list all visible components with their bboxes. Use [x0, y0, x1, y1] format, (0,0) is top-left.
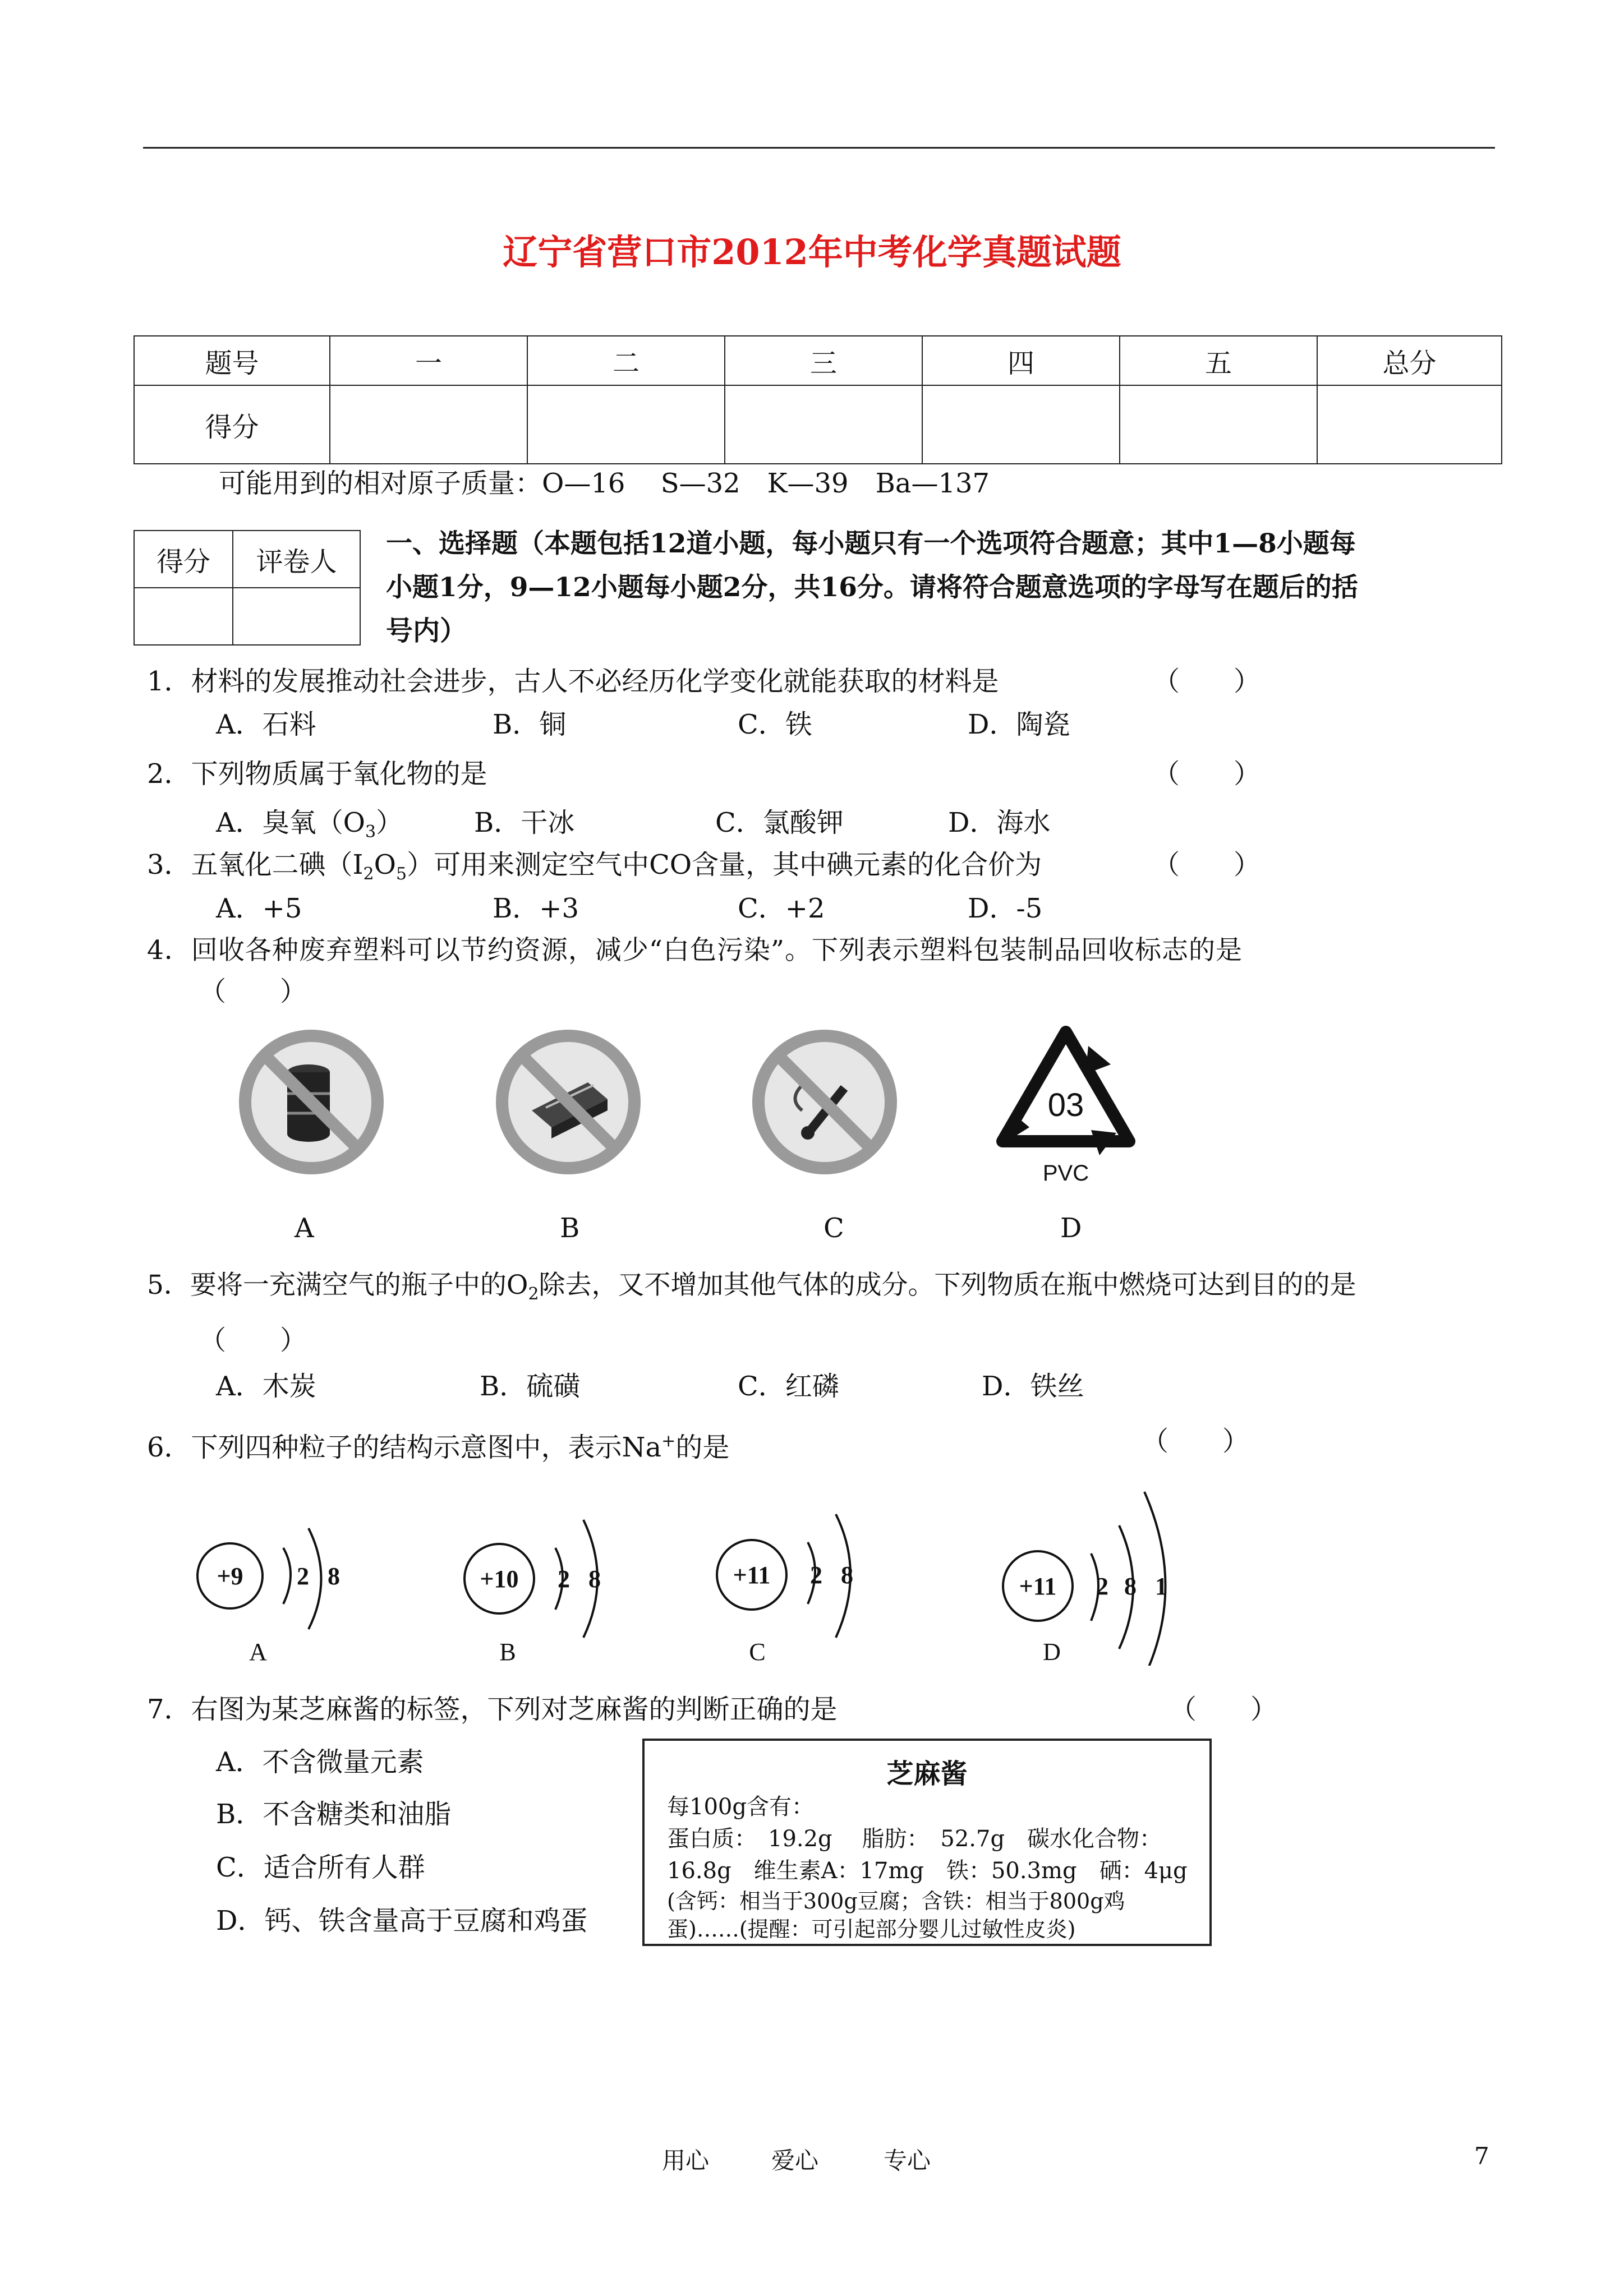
q3-stem-post: ）可用来测定空气中CO含量，其中碘元素的化合价为 [407, 849, 1042, 880]
atom-a-shell2: 8 [328, 1562, 340, 1590]
atomic-mass-note: 可能用到的相对原子质量：O—16 S—32 K—39 Ba—137 [219, 468, 990, 499]
score-header-cell: 题号 [134, 336, 330, 385]
footer-word-1: 用心 [662, 2147, 710, 2174]
q7-stem: 7．右图为某芝麻酱的标签，下列对芝麻酱的判断正确的是 [147, 1694, 838, 1725]
q3-sub2: 5 [395, 864, 407, 884]
label-line1: 每100g含有： [667, 1794, 814, 1820]
no-oil-drum-icon [236, 1026, 387, 1178]
q3-option-b: B．+3 [493, 893, 579, 924]
q2-answer-paren[interactable]: （ ） [1153, 758, 1261, 790]
q4-label-c: C [823, 1212, 844, 1244]
q1-option-d: D．陶瓷 [968, 709, 1070, 740]
footer-word-2: 爱心 [771, 2147, 819, 2174]
score-input-cell[interactable] [527, 385, 725, 464]
q5-option-c: C．红磷 [738, 1371, 839, 1402]
atom-c-nucleus: +11 [733, 1561, 771, 1589]
q7-option-a: A．不含微量元素 [216, 1746, 424, 1778]
atom-a-shell1: 2 [297, 1562, 309, 1590]
atomic-structure-diagrams [191, 1481, 1313, 1666]
recycle-pvc-text: PVC [1042, 1161, 1089, 1186]
atom-c-shell2: 8 [841, 1561, 853, 1589]
q3-stem-pre: 3．五氧化二碘（I [147, 849, 364, 880]
q6-sup: + [661, 1431, 676, 1451]
q7-answer-paren[interactable]: （ ） [1170, 1694, 1278, 1725]
score-header-cell: 五 [1120, 336, 1317, 385]
atom-b-nucleus: +10 [480, 1565, 519, 1593]
q3-option-d: D．-5 [968, 893, 1043, 924]
q5-option-a: A．木炭 [216, 1371, 316, 1402]
section1-line3: 号内） [386, 615, 467, 647]
score-input-cell[interactable] [1120, 385, 1317, 464]
label-line3: 16.8g 维生素A：17mg 铁：50.3mg 硒：4μg [667, 1858, 1188, 1884]
q2-option-a [216, 806, 403, 849]
q4-label-b: B [560, 1212, 580, 1244]
q1-answer-paren[interactable]: （ ） [1153, 666, 1261, 697]
grader-score-cell[interactable] [134, 588, 233, 645]
atom-b-shell2: 8 [588, 1565, 601, 1593]
q5-option-d: D．铁丝 [982, 1371, 1084, 1402]
q5-sub: 2 [528, 1284, 539, 1304]
recycle-pvc-icon [990, 1021, 1142, 1189]
sesame-paste-label [642, 1739, 1212, 1946]
q1-option-a: A．石料 [216, 709, 316, 740]
score-input-cell[interactable] [725, 385, 922, 464]
score-header-cell: 四 [922, 336, 1120, 385]
q4-label-d: D [1060, 1212, 1082, 1244]
section1-line2: 小题1分，9—12小题每小题2分，共16分。请将符合题意选项的字母写在题后的括 [386, 572, 1358, 603]
q6-stem-post: 的是 [675, 1432, 730, 1463]
q2-option-d: D．海水 [948, 807, 1051, 838]
q5-answer-paren[interactable]: （ ） [199, 1325, 307, 1356]
q7-option-c: C．适合所有人群 [216, 1852, 425, 1883]
score-header-cell: 二 [527, 336, 725, 385]
q1-option-c: C．铁 [738, 709, 812, 740]
no-smoking-icon [749, 1026, 900, 1178]
q5-stem-post: 除去，又不增加其他气体的成分。下列物质在瓶中燃烧可达到目的的是 [539, 1270, 1356, 1301]
top-rule [143, 147, 1495, 149]
atom-diagram-a [197, 1528, 340, 1666]
score-input-cell[interactable] [922, 385, 1120, 464]
atom-diagram-b [464, 1520, 601, 1666]
q6-stem [147, 1424, 729, 1464]
q3-option-c: C．+2 [738, 893, 825, 924]
q2-option-a-pre: A．臭氧（O [216, 807, 366, 838]
recycle-number: 03 [1047, 1087, 1084, 1123]
q1-option-b: B．铜 [493, 709, 567, 740]
q5-stem [147, 1269, 1356, 1311]
atom-a-nucleus: +9 [217, 1562, 243, 1590]
atom-c-shell1: 2 [810, 1561, 822, 1589]
q2-stem: 2．下列物质属于氧化物的是 [147, 758, 487, 790]
q4-answer-paren[interactable]: （ ） [199, 976, 307, 1007]
atom-d-shell3: 1 [1155, 1573, 1167, 1600]
q5-option-b: B．硫磺 [480, 1371, 581, 1402]
score-header-cell: 三 [725, 336, 922, 385]
q6-stem-pre: 6．下列四种粒子的结构示意图中，表示Na [147, 1432, 662, 1463]
q3-mid: O [374, 849, 396, 880]
q4-stem: 4．回收各种废弃塑料可以节约资源，减少“白色污染”。下列表示塑料包装制品回收标志的是 [147, 935, 1243, 966]
grader-name-cell[interactable] [233, 588, 360, 645]
q2-option-c: C．氯酸钾 [715, 807, 844, 838]
label-line4: (含钙：相当于300g豆腐；含铁：相当于800g鸡 [667, 1889, 1125, 1914]
q7-option-d: D．钙、铁含量高于豆腐和鸡蛋 [216, 1905, 588, 1937]
score-input-cell[interactable] [330, 385, 527, 464]
q1-stem: 1．材料的发展推动社会进步，古人不必经历化学变化就能获取的材料是 [147, 666, 999, 697]
q5-stem-pre: 5．要将一充满空气的瓶子中的O [147, 1270, 528, 1301]
label-title: 芝麻酱 [886, 1758, 968, 1790]
grader-name-label: 评卷人 [233, 531, 360, 588]
q2-option-a-post: ） [376, 807, 403, 838]
q3-answer-paren[interactable]: （ ） [1153, 849, 1261, 880]
atom-diagram-c [717, 1514, 853, 1666]
q2-option-b: B．干冰 [474, 807, 575, 838]
atom-b-label: B [499, 1638, 516, 1666]
grader-table [134, 530, 361, 646]
score-header-cell: 一 [330, 336, 527, 385]
footer-word-3: 专心 [884, 2147, 931, 2174]
section1-line1: 一、选择题（本题包括12道小题，每小题只有一个选项符合题意；其中1—8小题每 [386, 528, 1356, 559]
score-input-cell[interactable] [1317, 385, 1502, 464]
q7-option-b: B．不含糖类和油脂 [216, 1799, 452, 1830]
q6-answer-paren[interactable]: （ ） [1142, 1426, 1250, 1457]
score-header-cell: 总分 [1317, 336, 1502, 385]
q3-option-a: A．+5 [216, 893, 302, 924]
atom-d-label: D [1043, 1638, 1061, 1666]
atom-b-shell1: 2 [558, 1565, 570, 1593]
label-line5: 蛋)……(提醒：可引起部分婴儿过敏性皮炎) [667, 1917, 1076, 1942]
score-table [134, 335, 1502, 464]
atom-a-label: A [249, 1638, 267, 1666]
page-title: 辽宁省营口市2012年中考化学真题试题 [503, 232, 1121, 273]
atom-d-shell2: 8 [1124, 1573, 1137, 1600]
q2-option-a-sub: 3 [365, 822, 376, 842]
atom-diagram-d [1003, 1492, 1167, 1666]
atom-d-shell1: 2 [1096, 1573, 1108, 1600]
atom-c-label: C [749, 1638, 766, 1666]
q3-sub1: 2 [363, 864, 374, 884]
label-line2: 蛋白质： 19.2g 脂肪： 52.7g 碳水化合物： [667, 1826, 1162, 1852]
grader-score-label: 得分 [134, 531, 233, 588]
q3-stem [147, 848, 1042, 891]
page-number: 7 [1474, 2142, 1489, 2170]
no-matches-icon [493, 1026, 644, 1178]
atom-d-nucleus: +11 [1019, 1573, 1057, 1600]
score-row-label: 得分 [134, 385, 330, 464]
q4-label-a: A [295, 1212, 314, 1244]
